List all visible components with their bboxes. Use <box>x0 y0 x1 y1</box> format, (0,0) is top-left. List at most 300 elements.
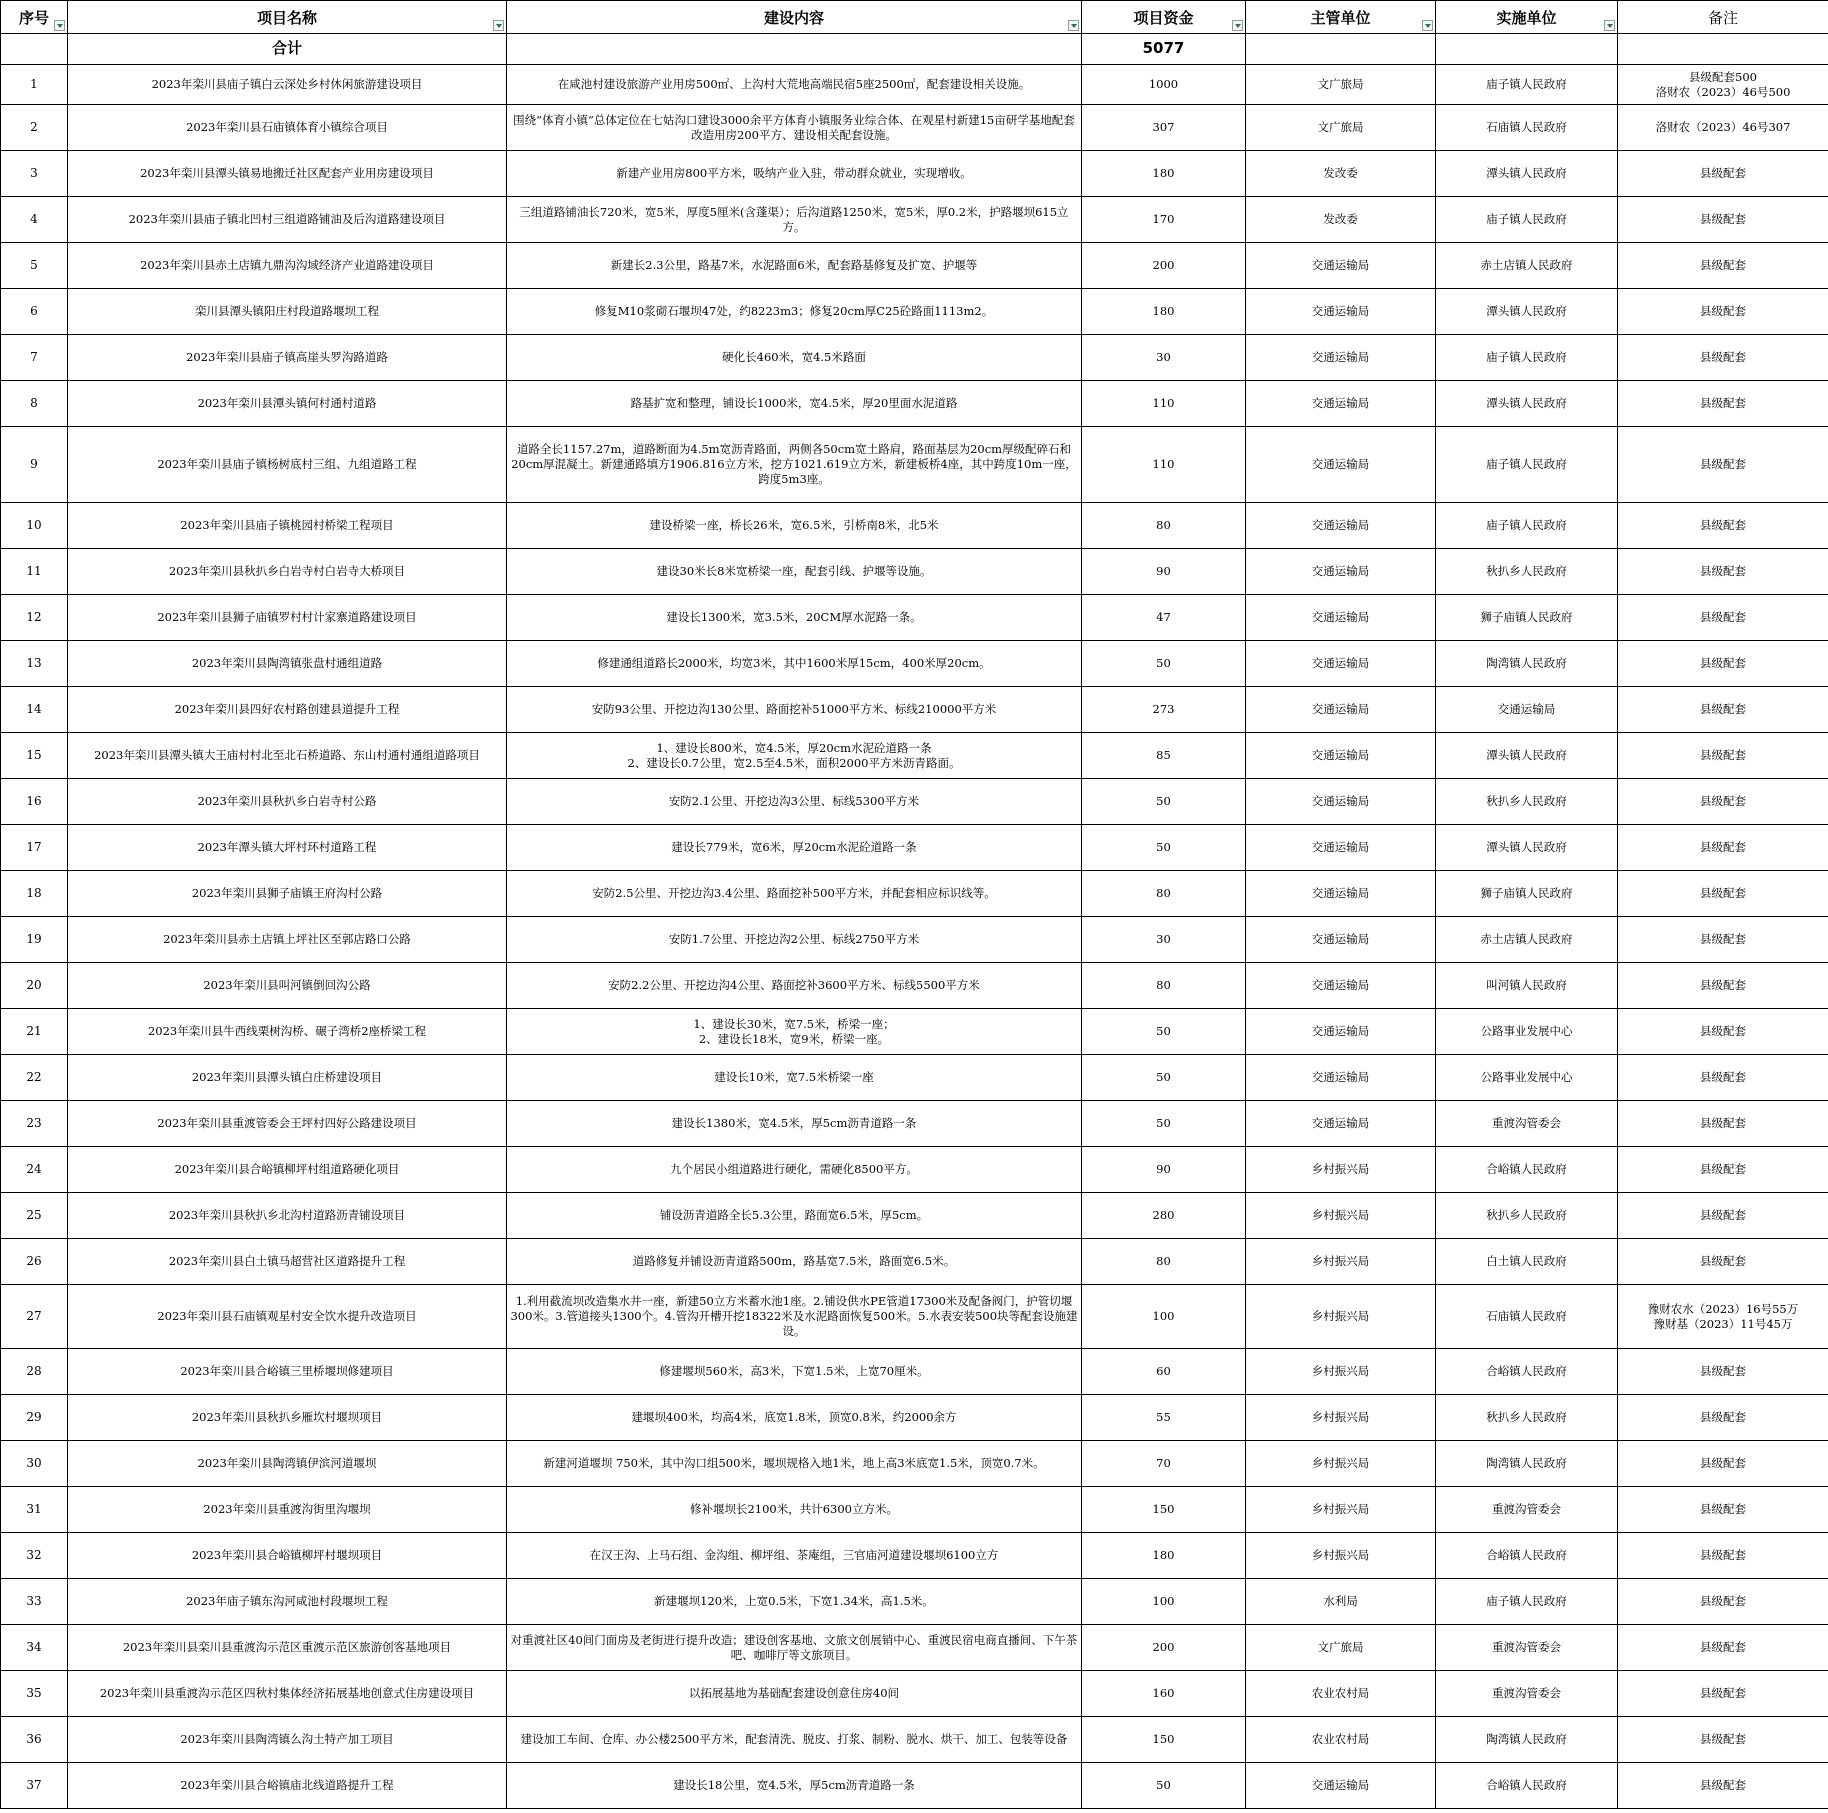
funds-cell[interactable]: 30 <box>1082 917 1246 963</box>
seq-cell[interactable]: 6 <box>1 289 68 335</box>
dept-cell[interactable]: 交通运输局 <box>1246 1763 1436 1809</box>
content-cell[interactable]: 建设加工车间、仓库、办公楼2500平方米，配套清洗、脱皮、打浆、制粉、脱水、烘干、加工、包装等设备 <box>507 1717 1082 1763</box>
name-cell[interactable]: 2023年栾川县叫河镇倒回沟公路 <box>68 963 507 1009</box>
name-cell[interactable]: 2023年栾川县合峪镇柳坪村堰坝项目 <box>68 1533 507 1579</box>
name-cell[interactable]: 2023年栾川县秋扒乡雁坎村堰坝项目 <box>68 1395 507 1441</box>
impl-cell[interactable]: 庙子镇人民政府 <box>1436 427 1618 503</box>
content-cell[interactable]: 在咸池村建设旅游产业用房500㎡、上沟村大荒地高端民宿5座2500㎡，配套建设相关设施。 <box>507 65 1082 105</box>
content-cell[interactable]: 安防1.7公里、开挖边沟2公里、标线2750平方米 <box>507 917 1082 963</box>
seq-cell[interactable]: 8 <box>1 381 68 427</box>
dept-cell[interactable]: 交通运输局 <box>1246 687 1436 733</box>
impl-cell[interactable]: 公路事业发展中心 <box>1436 1055 1618 1101</box>
dept-cell[interactable]: 交通运输局 <box>1246 289 1436 335</box>
impl-cell[interactable]: 公路事业发展中心 <box>1436 1009 1618 1055</box>
dept-cell[interactable]: 交通运输局 <box>1246 1101 1436 1147</box>
funds-cell[interactable]: 50 <box>1082 1763 1246 1809</box>
funds-cell[interactable]: 90 <box>1082 549 1246 595</box>
seq-cell[interactable]: 18 <box>1 871 68 917</box>
funds-cell[interactable]: 50 <box>1082 1009 1246 1055</box>
dept-cell[interactable]: 农业农村局 <box>1246 1717 1436 1763</box>
funds-cell[interactable]: 70 <box>1082 1441 1246 1487</box>
funds-cell[interactable]: 30 <box>1082 335 1246 381</box>
content-cell[interactable]: 九个居民小组道路进行硬化，需硬化8500平方。 <box>507 1147 1082 1193</box>
content-cell[interactable]: 在汉王沟、上马石组、金沟组、柳坪组、茶庵组，三官庙河道建设堰坝6100立方 <box>507 1533 1082 1579</box>
content-cell[interactable]: 建设长779米，宽6米，厚20cm水泥砼道路一条 <box>507 825 1082 871</box>
remark-cell[interactable]: 县级配套 <box>1618 549 1828 595</box>
remark-cell[interactable]: 县级配套 <box>1618 289 1828 335</box>
remark-cell[interactable]: 县级配套 <box>1618 197 1828 243</box>
content-cell[interactable]: 对重渡社区40间门面房及老街进行提升改造；建设创客基地、文旅文创展销中心、重渡民宿电商直播间、下午茶吧、咖啡厅等文旅项目。 <box>507 1625 1082 1671</box>
funds-cell[interactable]: 55 <box>1082 1395 1246 1441</box>
name-cell[interactable]: 2023年栾川县赤土店镇上坪社区至郭店路口公路 <box>68 917 507 963</box>
total-funds-cell[interactable]: 5077 <box>1082 34 1246 65</box>
content-cell[interactable]: 道路全长1157.27m，道路断面为4.5m宽沥青路面，两侧各50cm宽土路肩，路面基层为20cm厚级配碎石和20cm厚混凝土。新建通路填方1906.816立方米，挖方1021.619立方米，新建板桥4座，其中跨度10m一座，跨度5m3座。 <box>507 427 1082 503</box>
content-cell[interactable]: 围绕“体育小镇”总体定位在七姑沟口建设3000余平方体育小镇服务业综合体、在观星村新建15亩研学基地配套改造用房200平方、建设相关配套设施。 <box>507 105 1082 151</box>
name-cell[interactable]: 2023年栾川县重渡管委会王坪村四好公路建设项目 <box>68 1101 507 1147</box>
content-cell[interactable]: 建设长10米，宽7.5米桥梁一座 <box>507 1055 1082 1101</box>
seq-cell[interactable]: 15 <box>1 733 68 779</box>
name-cell[interactable]: 2023年栾川县潭头镇白庄桥建设项目 <box>68 1055 507 1101</box>
remark-cell[interactable]: 县级配套 <box>1618 641 1828 687</box>
seq-cell[interactable]: 11 <box>1 549 68 595</box>
content-cell[interactable]: 安防93公里、开挖边沟130公里、路面挖补51000平方米、标线210000平方米 <box>507 687 1082 733</box>
dept-cell[interactable]: 交通运输局 <box>1246 871 1436 917</box>
funds-cell[interactable]: 110 <box>1082 381 1246 427</box>
dept-cell[interactable]: 交通运输局 <box>1246 917 1436 963</box>
funds-cell[interactable]: 100 <box>1082 1579 1246 1625</box>
remark-cell[interactable]: 县级配套 <box>1618 1395 1828 1441</box>
remark-cell[interactable]: 县级配套 <box>1618 1239 1828 1285</box>
remark-cell[interactable]: 县级配套 <box>1618 1441 1828 1487</box>
table-row <box>1 917 1828 963</box>
impl-cell[interactable]: 重渡沟管委会 <box>1436 1487 1618 1533</box>
dept-cell[interactable]: 农业农村局 <box>1246 1671 1436 1717</box>
remark-cell[interactable]: 县级配套 <box>1618 1147 1828 1193</box>
content-cell[interactable]: 1、建设长30米，宽7.5米，桥梁一座； 2、建设长18米，宽9米，桥梁一座。 <box>507 1009 1082 1055</box>
content-cell[interactable]: 建设长18公里，宽4.5米，厚5cm沥青道路一条 <box>507 1763 1082 1809</box>
impl-cell[interactable]: 陶湾镇人民政府 <box>1436 1717 1618 1763</box>
header-funds <box>1082 1 1246 34</box>
name-cell[interactable]: 2023年栾川县庙子镇桃园村桥梁工程项目 <box>68 503 507 549</box>
seq-cell[interactable]: 21 <box>1 1009 68 1055</box>
filter-dropdown-icon[interactable] <box>1232 20 1243 31</box>
impl-cell[interactable]: 庙子镇人民政府 <box>1436 503 1618 549</box>
funds-cell[interactable]: 80 <box>1082 1239 1246 1285</box>
dept-cell[interactable]: 水利局 <box>1246 1579 1436 1625</box>
remark-cell[interactable]: 县级配套 <box>1618 1009 1828 1055</box>
dept-cell[interactable]: 乡村振兴局 <box>1246 1533 1436 1579</box>
total-label-cell[interactable]: 合计 <box>68 34 507 65</box>
seq-cell[interactable]: 4 <box>1 197 68 243</box>
content-cell[interactable]: 新建产业用房800平方米，吸纳产业入驻，带动群众就业，实现增收。 <box>507 151 1082 197</box>
table-row <box>1 1579 1828 1625</box>
dept-cell[interactable]: 乡村振兴局 <box>1246 1441 1436 1487</box>
seq-cell[interactable]: 35 <box>1 1671 68 1717</box>
impl-cell[interactable]: 秋扒乡人民政府 <box>1436 1193 1618 1239</box>
funds-cell[interactable]: 273 <box>1082 687 1246 733</box>
table-row <box>1 641 1828 687</box>
impl-cell[interactable]: 合峪镇人民政府 <box>1436 1763 1618 1809</box>
name-cell[interactable]: 2023年栾川县四好农村路创建县道提升工程 <box>68 687 507 733</box>
remark-cell[interactable]: 县级配套 <box>1618 1625 1828 1671</box>
table-row <box>1 1349 1828 1395</box>
remark-cell[interactable]: 县级配套 <box>1618 871 1828 917</box>
remark-cell[interactable]: 县级配套 <box>1618 733 1828 779</box>
name-cell[interactable]: 2023年栾川县庙子镇白云深处乡村休闲旅游建设项目 <box>68 65 507 105</box>
funds-cell[interactable]: 50 <box>1082 825 1246 871</box>
dept-cell[interactable]: 乡村振兴局 <box>1246 1487 1436 1533</box>
content-cell[interactable]: 路基扩宽和整理，铺设长1000米，宽4.5米，厚20里面水泥道路 <box>507 381 1082 427</box>
funds-cell[interactable]: 80 <box>1082 963 1246 1009</box>
impl-cell[interactable]: 陶湾镇人民政府 <box>1436 641 1618 687</box>
remark-cell[interactable]: 县级配套 <box>1618 1717 1828 1763</box>
name-cell[interactable]: 2023年栾川县秋扒乡北沟村道路沥青铺设项目 <box>68 1193 507 1239</box>
funds-cell[interactable]: 307 <box>1082 105 1246 151</box>
seq-cell[interactable]: 7 <box>1 335 68 381</box>
seq-cell[interactable]: 1 <box>1 65 68 105</box>
funds-cell[interactable]: 100 <box>1082 1285 1246 1349</box>
seq-cell[interactable]: 37 <box>1 1763 68 1809</box>
funds-cell[interactable]: 280 <box>1082 1193 1246 1239</box>
name-cell[interactable]: 2023年栾川县潭头镇大王庙村村北至北石桥道路、东山村通村通组道路项目 <box>68 733 507 779</box>
funds-cell[interactable]: 1000 <box>1082 65 1246 105</box>
funds-cell[interactable]: 180 <box>1082 1533 1246 1579</box>
remark-cell[interactable]: 县级配套 <box>1618 1055 1828 1101</box>
funds-cell[interactable]: 110 <box>1082 427 1246 503</box>
content-cell[interactable]: 1.利用截流坝改造集水井一座，新建50立方米蓄水池1座。2.铺设供水PE管道17300米及配备阀门，护管切堰300米。3.管道接头1300个。4.管沟开槽开挖18322米及水泥路面恢复500米。5.水表安装500块等配套设施建设。 <box>507 1285 1082 1349</box>
name-cell[interactable]: 2023年栾川县庙子镇高崖头罗沟路道路 <box>68 335 507 381</box>
funds-cell[interactable]: 50 <box>1082 779 1246 825</box>
dept-cell[interactable]: 发改委 <box>1246 151 1436 197</box>
table-row <box>1 963 1828 1009</box>
content-cell[interactable]: 修补堰坝长2100米，共计6300立方米。 <box>507 1487 1082 1533</box>
name-cell[interactable]: 2023年栾川县牛西线栗树沟桥、碾子湾桥2座桥梁工程 <box>68 1009 507 1055</box>
remark-cell[interactable]: 县级配套 <box>1618 381 1828 427</box>
name-cell[interactable]: 2023年栾川县秋扒乡白岩寺村白岩寺大桥项目 <box>68 549 507 595</box>
table-row <box>1 687 1828 733</box>
content-cell[interactable]: 铺设沥青道路全长5.3公里，路面宽6.5米，厚5cm。 <box>507 1193 1082 1239</box>
funds-cell[interactable]: 60 <box>1082 1349 1246 1395</box>
content-cell[interactable]: 以拓展基地为基础配套建设创意住房40间 <box>507 1671 1082 1717</box>
remark-cell[interactable]: 县级配套 <box>1618 1763 1828 1809</box>
funds-cell[interactable]: 150 <box>1082 1487 1246 1533</box>
remark-cell[interactable]: 县级配套 <box>1618 1579 1828 1625</box>
total-remark-cell[interactable] <box>1618 34 1828 65</box>
table-row <box>1 1285 1828 1349</box>
dept-cell[interactable]: 乡村振兴局 <box>1246 1239 1436 1285</box>
remark-cell[interactable]: 洛财农（2023）46号307 <box>1618 105 1828 151</box>
filter-dropdown-icon[interactable] <box>1068 20 1079 31</box>
seq-cell[interactable]: 23 <box>1 1101 68 1147</box>
impl-cell[interactable]: 潭头镇人民政府 <box>1436 733 1618 779</box>
table-row <box>1 197 1828 243</box>
remark-cell[interactable]: 县级配套 <box>1618 963 1828 1009</box>
table-row <box>1 243 1828 289</box>
total-seq-cell[interactable] <box>1 34 68 65</box>
impl-cell[interactable]: 秋扒乡人民政府 <box>1436 779 1618 825</box>
table-row <box>1 65 1828 105</box>
content-cell[interactable]: 新建长2.3公里，路基7米，水泥路面6米，配套路基修复及扩宽、护堰等 <box>507 243 1082 289</box>
seq-cell[interactable]: 24 <box>1 1147 68 1193</box>
remark-cell[interactable]: 县级配套500 洛财农（2023）46号500 <box>1618 65 1828 105</box>
dept-cell[interactable]: 乡村振兴局 <box>1246 1147 1436 1193</box>
table-row <box>1 1239 1828 1285</box>
name-cell[interactable]: 2023年栾川县陶湾镇张盘村通组道路 <box>68 641 507 687</box>
seq-cell[interactable]: 33 <box>1 1579 68 1625</box>
remark-cell[interactable]: 县级配套 <box>1618 151 1828 197</box>
filter-dropdown-icon[interactable] <box>54 20 65 31</box>
name-cell[interactable]: 2023年栾川县狮子庙镇王府沟村公路 <box>68 871 507 917</box>
dept-cell[interactable]: 交通运输局 <box>1246 335 1436 381</box>
seq-cell[interactable]: 25 <box>1 1193 68 1239</box>
impl-cell[interactable]: 重渡沟管委会 <box>1436 1671 1618 1717</box>
impl-cell[interactable]: 石庙镇人民政府 <box>1436 1285 1618 1349</box>
impl-cell[interactable]: 白土镇人民政府 <box>1436 1239 1618 1285</box>
seq-cell[interactable]: 13 <box>1 641 68 687</box>
dept-cell[interactable]: 交通运输局 <box>1246 1009 1436 1055</box>
name-cell[interactable]: 2023年栾川县重渡沟示范区四秋村集体经济拓展基地创意式住房建设项目 <box>68 1671 507 1717</box>
impl-cell[interactable]: 潭头镇人民政府 <box>1436 151 1618 197</box>
dept-cell[interactable]: 交通运输局 <box>1246 779 1436 825</box>
name-cell[interactable]: 2023年栾川县陶湾镇么沟土特产加工项目 <box>68 1717 507 1763</box>
dept-cell[interactable]: 交通运输局 <box>1246 381 1436 427</box>
impl-cell[interactable]: 狮子庙镇人民政府 <box>1436 595 1618 641</box>
table-row <box>1 335 1828 381</box>
funds-cell[interactable]: 180 <box>1082 151 1246 197</box>
table-row <box>1 1055 1828 1101</box>
impl-cell[interactable]: 庙子镇人民政府 <box>1436 65 1618 105</box>
dept-cell[interactable]: 文广旅局 <box>1246 1625 1436 1671</box>
content-cell[interactable]: 建设30米长8米宽桥梁一座，配套引线、护堰等设施。 <box>507 549 1082 595</box>
funds-cell[interactable]: 200 <box>1082 1625 1246 1671</box>
seq-cell[interactable]: 32 <box>1 1533 68 1579</box>
dept-cell[interactable]: 交通运输局 <box>1246 733 1436 779</box>
table-row <box>1 1147 1828 1193</box>
total-impl-cell[interactable] <box>1436 34 1618 65</box>
remark-cell[interactable]: 县级配套 <box>1618 595 1828 641</box>
remark-cell[interactable]: 县级配套 <box>1618 1101 1828 1147</box>
dept-cell[interactable]: 交通运输局 <box>1246 825 1436 871</box>
impl-cell[interactable]: 潭头镇人民政府 <box>1436 825 1618 871</box>
name-cell[interactable]: 2023年栾川县庙子镇北凹村三组道路铺油及后沟道路建设项目 <box>68 197 507 243</box>
content-cell[interactable]: 道路修复并铺设沥青道路500m，路基宽7.5米，路面宽6.5米。 <box>507 1239 1082 1285</box>
remark-cell[interactable]: 县级配套 <box>1618 779 1828 825</box>
name-cell[interactable]: 2023年栾川县石庙镇观星村安全饮水提升改造项目 <box>68 1285 507 1349</box>
content-cell[interactable]: 安防2.1公里、开挖边沟3公里、标线5300平方米 <box>507 779 1082 825</box>
table-row <box>1 1395 1828 1441</box>
total-row <box>1 34 1828 65</box>
remark-cell[interactable]: 县级配套 <box>1618 825 1828 871</box>
name-cell[interactable]: 2023年潭头镇大坪村环村道路工程 <box>68 825 507 871</box>
header-funds-label: 项目资金 <box>1133 8 1194 27</box>
dept-cell[interactable]: 交通运输局 <box>1246 427 1436 503</box>
seq-cell[interactable]: 26 <box>1 1239 68 1285</box>
seq-cell[interactable]: 20 <box>1 963 68 1009</box>
filter-dropdown-icon[interactable] <box>1422 20 1433 31</box>
content-cell[interactable]: 修建通组道路长2000米，均宽3米，其中1600米厚15cm，400米厚20cm。 <box>507 641 1082 687</box>
dept-cell[interactable]: 交通运输局 <box>1246 595 1436 641</box>
impl-cell[interactable]: 重渡沟管委会 <box>1436 1101 1618 1147</box>
dept-cell[interactable]: 乡村振兴局 <box>1246 1349 1436 1395</box>
table-row <box>1 503 1828 549</box>
impl-cell[interactable]: 潭头镇人民政府 <box>1436 289 1618 335</box>
content-cell[interactable]: 三组道路铺油长720米，宽5米，厚度5厘米(含蓬渠）；后沟道路1250米，宽5米，厚0.2米，护路堰坝615立方。 <box>507 197 1082 243</box>
remark-cell[interactable]: 县级配套 <box>1618 917 1828 963</box>
total-dept-cell[interactable] <box>1246 34 1436 65</box>
impl-cell[interactable]: 秋扒乡人民政府 <box>1436 1395 1618 1441</box>
name-cell[interactable]: 栾川县潭头镇阳庄村段道路堰坝工程 <box>68 289 507 335</box>
table-row <box>1 1763 1828 1809</box>
name-cell[interactable]: 2023年栾川县合峪镇庙北线道路提升工程 <box>68 1763 507 1809</box>
dept-cell[interactable]: 交通运输局 <box>1246 1055 1436 1101</box>
seq-cell[interactable]: 27 <box>1 1285 68 1349</box>
content-cell[interactable]: 新建河道堰坝 750米，其中沟口组500米，堰坝规格入地1米，地上高3米底宽1.5米，顶宽0.7米。 <box>507 1441 1082 1487</box>
header-name <box>68 1 507 34</box>
content-cell[interactable]: 修建堰坝560米，高3米，下宽1.5米，上宽70厘米。 <box>507 1349 1082 1395</box>
funds-cell[interactable]: 160 <box>1082 1671 1246 1717</box>
name-cell[interactable]: 2023年栾川县狮子庙镇罗村村计家寨道路建设项目 <box>68 595 507 641</box>
impl-cell[interactable]: 陶湾镇人民政府 <box>1436 1441 1618 1487</box>
remark-cell[interactable]: 县级配套 <box>1618 503 1828 549</box>
remark-cell[interactable]: 豫财农水（2023）16号55万 豫财基（2023）11号45万 <box>1618 1285 1828 1349</box>
remark-cell[interactable]: 县级配套 <box>1618 1487 1828 1533</box>
remark-cell[interactable]: 县级配套 <box>1618 1193 1828 1239</box>
remark-cell[interactable]: 县级配套 <box>1618 243 1828 289</box>
impl-cell[interactable]: 合峪镇人民政府 <box>1436 1147 1618 1193</box>
seq-cell[interactable]: 5 <box>1 243 68 289</box>
dept-cell[interactable]: 乡村振兴局 <box>1246 1193 1436 1239</box>
content-cell[interactable]: 建设长1380米，宽4.5米，厚5cm沥青道路一条 <box>507 1101 1082 1147</box>
table-row <box>1 1441 1828 1487</box>
impl-cell[interactable]: 狮子庙镇人民政府 <box>1436 871 1618 917</box>
dept-cell[interactable]: 交通运输局 <box>1246 963 1436 1009</box>
seq-cell[interactable]: 29 <box>1 1395 68 1441</box>
remark-cell[interactable]: 县级配套 <box>1618 427 1828 503</box>
dept-cell[interactable]: 文广旅局 <box>1246 105 1436 151</box>
content-cell[interactable]: 安防2.5公里、开挖边沟3.4公里、路面挖补500平方米，并配套相应标识线等。 <box>507 871 1082 917</box>
name-cell[interactable]: 2023年栾川县陶湾镇伊滨河道堰坝 <box>68 1441 507 1487</box>
seq-cell[interactable]: 2 <box>1 105 68 151</box>
dept-cell[interactable]: 交通运输局 <box>1246 503 1436 549</box>
seq-cell[interactable]: 9 <box>1 427 68 503</box>
impl-cell[interactable]: 合峪镇人民政府 <box>1436 1349 1618 1395</box>
impl-cell[interactable]: 交通运输局 <box>1436 687 1618 733</box>
name-cell[interactable]: 2023年栾川县石庙镇体育小镇综合项目 <box>68 105 507 151</box>
name-cell[interactable]: 2023年栾川县潭头镇易地搬迁社区配套产业用房建设项目 <box>68 151 507 197</box>
seq-cell[interactable]: 12 <box>1 595 68 641</box>
funds-cell[interactable]: 90 <box>1082 1147 1246 1193</box>
name-cell[interactable]: 2023年栾川县栾川县重渡沟示范区重渡示范区旅游创客基地项目 <box>68 1625 507 1671</box>
dept-cell[interactable]: 乡村振兴局 <box>1246 1395 1436 1441</box>
impl-cell[interactable]: 庙子镇人民政府 <box>1436 335 1618 381</box>
remark-cell[interactable]: 县级配套 <box>1618 1671 1828 1717</box>
dept-cell[interactable]: 交通运输局 <box>1246 641 1436 687</box>
content-cell[interactable]: 新建堰坝120米，上宽0.5米，下宽1.34米，高1.5米。 <box>507 1579 1082 1625</box>
table-row <box>1 1533 1828 1579</box>
content-cell[interactable]: 建设桥梁一座，桥长26米，宽6.5米，引桥南8米，北5米 <box>507 503 1082 549</box>
remark-cell[interactable]: 县级配套 <box>1618 335 1828 381</box>
funds-cell[interactable]: 80 <box>1082 871 1246 917</box>
impl-cell[interactable]: 叫河镇人民政府 <box>1436 963 1618 1009</box>
seq-cell[interactable]: 10 <box>1 503 68 549</box>
table-row <box>1 779 1828 825</box>
impl-cell[interactable]: 合峪镇人民政府 <box>1436 1533 1618 1579</box>
name-cell[interactable]: 2023年栾川县合峪镇柳坪村组道路硬化项目 <box>68 1147 507 1193</box>
filter-dropdown-icon[interactable] <box>493 20 504 31</box>
content-cell[interactable]: 建设长1300米，宽3.5米，20CM厚水泥路一条。 <box>507 595 1082 641</box>
name-cell[interactable]: 2023年栾川县重渡沟街里沟堰坝 <box>68 1487 507 1533</box>
name-cell[interactable]: 2023年栾川县秋扒乡白岩寺村公路 <box>68 779 507 825</box>
seq-cell[interactable]: 31 <box>1 1487 68 1533</box>
funds-cell[interactable]: 50 <box>1082 641 1246 687</box>
funds-cell[interactable]: 80 <box>1082 503 1246 549</box>
table-row <box>1 1487 1828 1533</box>
seq-cell[interactable]: 28 <box>1 1349 68 1395</box>
content-cell[interactable]: 安防2.2公里、开挖边沟4公里、路面挖补3600平方米、标线5500平方米 <box>507 963 1082 1009</box>
dept-cell[interactable]: 文广旅局 <box>1246 65 1436 105</box>
remark-cell[interactable]: 县级配套 <box>1618 1533 1828 1579</box>
table-row <box>1 825 1828 871</box>
table-row <box>1 549 1828 595</box>
seq-cell[interactable]: 30 <box>1 1441 68 1487</box>
seq-cell[interactable]: 19 <box>1 917 68 963</box>
content-cell[interactable]: 硬化长460米，宽4.5米路面 <box>507 335 1082 381</box>
funds-cell[interactable]: 200 <box>1082 243 1246 289</box>
impl-cell[interactable]: 赤土店镇人民政府 <box>1436 243 1618 289</box>
content-cell[interactable]: 1、建设长800米，宽4.5米，厚20cm水泥砼道路一条 2、建设长0.7公里，宽2.5至4.5米，面积2000平方米沥青路面。 <box>507 733 1082 779</box>
dept-cell[interactable]: 乡村振兴局 <box>1246 1285 1436 1349</box>
dept-cell[interactable]: 交通运输局 <box>1246 243 1436 289</box>
funds-cell[interactable]: 50 <box>1082 1101 1246 1147</box>
funds-cell[interactable]: 180 <box>1082 289 1246 335</box>
total-content-cell[interactable] <box>507 34 1082 65</box>
seq-cell[interactable]: 34 <box>1 1625 68 1671</box>
impl-cell[interactable]: 石庙镇人民政府 <box>1436 105 1618 151</box>
content-cell[interactable]: 修复M10浆砌石堰坝47处，约8223m3；修复20cm厚C25砼路面1113m2。 <box>507 289 1082 335</box>
funds-cell[interactable]: 47 <box>1082 595 1246 641</box>
name-cell[interactable]: 2023年栾川县庙子镇杨树底村三组、九组道路工程 <box>68 427 507 503</box>
impl-cell[interactable]: 赤土店镇人民政府 <box>1436 917 1618 963</box>
content-cell[interactable]: 建堰坝400米，均高4米，底宽1.8米，顶宽0.8米，约2000余方 <box>507 1395 1082 1441</box>
seq-cell[interactable]: 3 <box>1 151 68 197</box>
name-cell[interactable]: 2023年栾川县白土镇马超营社区道路提升工程 <box>68 1239 507 1285</box>
seq-cell[interactable]: 16 <box>1 779 68 825</box>
funds-cell[interactable]: 85 <box>1082 733 1246 779</box>
impl-cell[interactable]: 庙子镇人民政府 <box>1436 197 1618 243</box>
seq-cell[interactable]: 14 <box>1 687 68 733</box>
filter-dropdown-icon[interactable] <box>1604 20 1615 31</box>
impl-cell[interactable]: 潭头镇人民政府 <box>1436 381 1618 427</box>
impl-cell[interactable]: 庙子镇人民政府 <box>1436 1579 1618 1625</box>
seq-cell[interactable]: 22 <box>1 1055 68 1101</box>
name-cell[interactable]: 2023年庙子镇东沟河咸池村段堰坝工程 <box>68 1579 507 1625</box>
name-cell[interactable]: 2023年栾川县赤土店镇九鼎沟沟域经济产业道路建设项目 <box>68 243 507 289</box>
seq-cell[interactable]: 36 <box>1 1717 68 1763</box>
funds-cell[interactable]: 150 <box>1082 1717 1246 1763</box>
funds-cell[interactable]: 50 <box>1082 1055 1246 1101</box>
seq-cell[interactable]: 17 <box>1 825 68 871</box>
funds-cell[interactable]: 170 <box>1082 197 1246 243</box>
remark-cell[interactable]: 县级配套 <box>1618 1349 1828 1395</box>
dept-cell[interactable]: 发改委 <box>1246 197 1436 243</box>
impl-cell[interactable]: 秋扒乡人民政府 <box>1436 549 1618 595</box>
name-cell[interactable]: 2023年栾川县合峪镇三里桥堰坝修建项目 <box>68 1349 507 1395</box>
dept-cell[interactable]: 交通运输局 <box>1246 549 1436 595</box>
name-cell[interactable]: 2023年栾川县潭头镇何村通村道路 <box>68 381 507 427</box>
header-remark <box>1618 1 1828 34</box>
impl-cell[interactable]: 重渡沟管委会 <box>1436 1625 1618 1671</box>
remark-cell[interactable]: 县级配套 <box>1618 687 1828 733</box>
